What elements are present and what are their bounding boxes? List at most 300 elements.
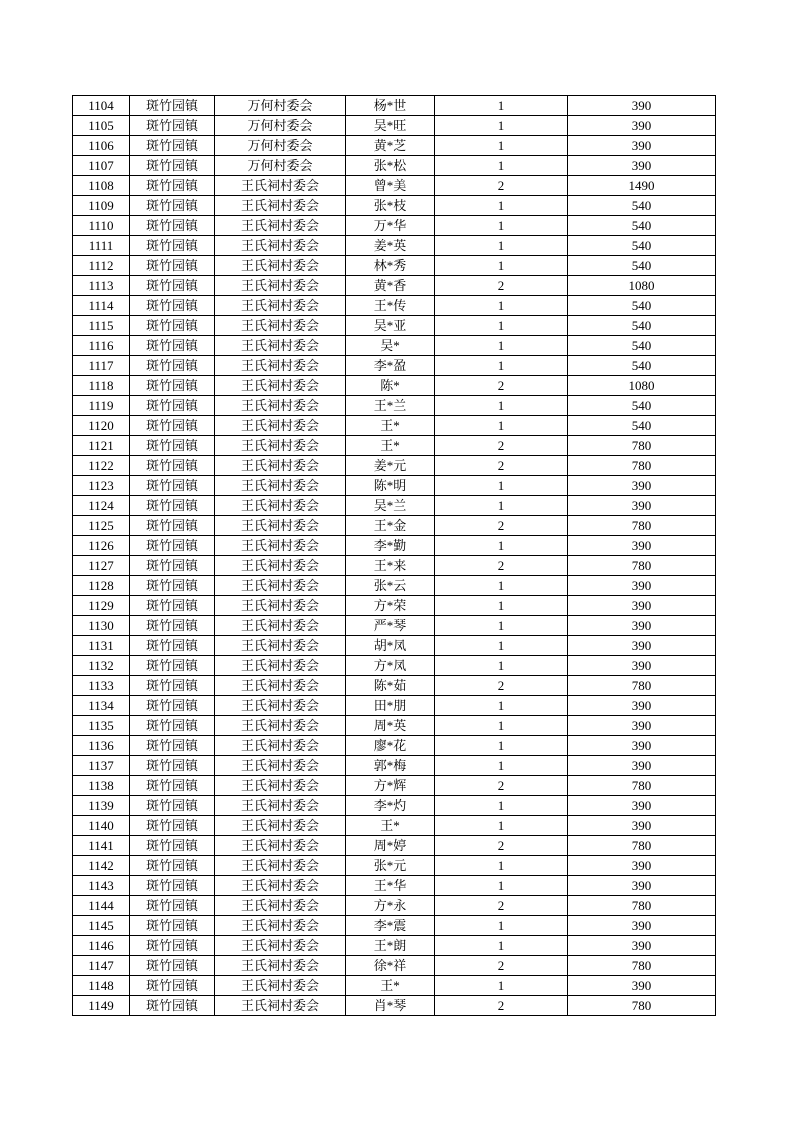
name-cell: 李*勤 <box>346 536 435 556</box>
count-cell: 1 <box>435 916 568 936</box>
name-cell: 张*松 <box>346 156 435 176</box>
table-row <box>73 316 716 336</box>
count-cell: 1 <box>435 636 568 656</box>
table-row <box>73 676 716 696</box>
count-cell: 2 <box>435 556 568 576</box>
amount-cell: 540 <box>568 316 716 336</box>
amount-cell: 1080 <box>568 276 716 296</box>
town-cell: 斑竹园镇 <box>130 356 215 376</box>
count-cell: 1 <box>435 116 568 136</box>
amount-cell: 780 <box>568 436 716 456</box>
row-number-cell: 1118 <box>73 376 130 396</box>
name-cell: 方*辉 <box>346 776 435 796</box>
table-row <box>73 916 716 936</box>
row-number-cell: 1129 <box>73 596 130 616</box>
row-number-cell: 1126 <box>73 536 130 556</box>
name-cell: 方*荣 <box>346 596 435 616</box>
name-cell: 吴*亚 <box>346 316 435 336</box>
row-number-cell: 1128 <box>73 576 130 596</box>
town-cell: 斑竹园镇 <box>130 116 215 136</box>
town-cell: 斑竹园镇 <box>130 716 215 736</box>
count-cell: 2 <box>435 456 568 476</box>
row-number-cell: 1141 <box>73 836 130 856</box>
count-cell: 1 <box>435 696 568 716</box>
town-cell: 斑竹园镇 <box>130 136 215 156</box>
row-number-cell: 1122 <box>73 456 130 476</box>
count-cell: 1 <box>435 716 568 736</box>
row-number-cell: 1130 <box>73 616 130 636</box>
village-committee-cell: 王氏祠村委会 <box>215 376 346 396</box>
town-cell: 斑竹园镇 <box>130 936 215 956</box>
table-row <box>73 656 716 676</box>
count-cell: 1 <box>435 96 568 116</box>
row-number-cell: 1110 <box>73 216 130 236</box>
town-cell: 斑竹园镇 <box>130 516 215 536</box>
amount-cell: 390 <box>568 976 716 996</box>
table-row <box>73 176 716 196</box>
amount-cell: 780 <box>568 836 716 856</box>
town-cell: 斑竹园镇 <box>130 376 215 396</box>
amount-cell: 780 <box>568 556 716 576</box>
name-cell: 陈*明 <box>346 476 435 496</box>
row-number-cell: 1140 <box>73 816 130 836</box>
village-committee-cell: 王氏祠村委会 <box>215 416 346 436</box>
town-cell: 斑竹园镇 <box>130 896 215 916</box>
village-committee-cell: 王氏祠村委会 <box>215 616 346 636</box>
town-cell: 斑竹园镇 <box>130 176 215 196</box>
amount-cell: 390 <box>568 736 716 756</box>
table-row <box>73 556 716 576</box>
table-row <box>73 716 716 736</box>
row-number-cell: 1116 <box>73 336 130 356</box>
name-cell: 王*传 <box>346 296 435 316</box>
name-cell: 王*朗 <box>346 936 435 956</box>
name-cell: 林*秀 <box>346 256 435 276</box>
amount-cell: 390 <box>568 116 716 136</box>
amount-cell: 390 <box>568 636 716 656</box>
amount-cell: 390 <box>568 856 716 876</box>
village-committee-cell: 王氏祠村委会 <box>215 696 346 716</box>
name-cell: 杨*世 <box>346 96 435 116</box>
village-committee-cell: 王氏祠村委会 <box>215 476 346 496</box>
table-body <box>73 96 716 1016</box>
name-cell: 王*来 <box>346 556 435 576</box>
town-cell: 斑竹园镇 <box>130 456 215 476</box>
town-cell: 斑竹园镇 <box>130 836 215 856</box>
town-cell: 斑竹园镇 <box>130 876 215 896</box>
town-cell: 斑竹园镇 <box>130 476 215 496</box>
row-number-cell: 1111 <box>73 236 130 256</box>
row-number-cell: 1143 <box>73 876 130 896</box>
amount-cell: 390 <box>568 936 716 956</box>
village-committee-cell: 王氏祠村委会 <box>215 196 346 216</box>
town-cell: 斑竹园镇 <box>130 436 215 456</box>
village-committee-cell: 王氏祠村委会 <box>215 556 346 576</box>
row-number-cell: 1132 <box>73 656 130 676</box>
town-cell: 斑竹园镇 <box>130 996 215 1016</box>
amount-cell: 390 <box>568 156 716 176</box>
village-committee-cell: 王氏祠村委会 <box>215 656 346 676</box>
village-committee-cell: 王氏祠村委会 <box>215 516 346 536</box>
count-cell: 1 <box>435 656 568 676</box>
row-number-cell: 1113 <box>73 276 130 296</box>
row-number-cell: 1120 <box>73 416 130 436</box>
village-committee-cell: 王氏祠村委会 <box>215 936 346 956</box>
count-cell: 1 <box>435 616 568 636</box>
town-cell: 斑竹园镇 <box>130 816 215 836</box>
row-number-cell: 1138 <box>73 776 130 796</box>
village-committee-cell: 王氏祠村委会 <box>215 356 346 376</box>
village-committee-cell: 王氏祠村委会 <box>215 336 346 356</box>
town-cell: 斑竹园镇 <box>130 556 215 576</box>
town-cell: 斑竹园镇 <box>130 396 215 416</box>
name-cell: 王* <box>346 436 435 456</box>
town-cell: 斑竹园镇 <box>130 316 215 336</box>
amount-cell: 540 <box>568 336 716 356</box>
village-committee-cell: 万何村委会 <box>215 136 346 156</box>
count-cell: 1 <box>435 756 568 776</box>
row-number-cell: 1125 <box>73 516 130 536</box>
table-row <box>73 476 716 496</box>
table-row <box>73 276 716 296</box>
table-row <box>73 796 716 816</box>
table-row <box>73 856 716 876</box>
amount-cell: 780 <box>568 996 716 1016</box>
count-cell: 2 <box>435 676 568 696</box>
table-row <box>73 776 716 796</box>
count-cell: 1 <box>435 736 568 756</box>
row-number-cell: 1133 <box>73 676 130 696</box>
row-number-cell: 1142 <box>73 856 130 876</box>
village-committee-cell: 王氏祠村委会 <box>215 436 346 456</box>
name-cell: 李*震 <box>346 916 435 936</box>
table-row <box>73 836 716 856</box>
count-cell: 1 <box>435 216 568 236</box>
count-cell: 2 <box>435 276 568 296</box>
amount-cell: 390 <box>568 916 716 936</box>
village-committee-cell: 王氏祠村委会 <box>215 736 346 756</box>
table-row <box>73 96 716 116</box>
table-row <box>73 976 716 996</box>
count-cell: 1 <box>435 336 568 356</box>
name-cell: 李*灼 <box>346 796 435 816</box>
name-cell: 王*兰 <box>346 396 435 416</box>
amount-cell: 540 <box>568 296 716 316</box>
row-number-cell: 1149 <box>73 996 130 1016</box>
village-committee-cell: 王氏祠村委会 <box>215 676 346 696</box>
name-cell: 张*元 <box>346 856 435 876</box>
table-row <box>73 256 716 276</box>
table-row <box>73 596 716 616</box>
village-committee-cell: 王氏祠村委会 <box>215 636 346 656</box>
amount-cell: 390 <box>568 536 716 556</box>
count-cell: 2 <box>435 176 568 196</box>
town-cell: 斑竹园镇 <box>130 416 215 436</box>
town-cell: 斑竹园镇 <box>130 676 215 696</box>
table-row <box>73 696 716 716</box>
row-number-cell: 1114 <box>73 296 130 316</box>
table-row <box>73 496 716 516</box>
table-row <box>73 996 716 1016</box>
table-row <box>73 196 716 216</box>
name-cell: 胡*凤 <box>346 636 435 656</box>
table-row <box>73 816 716 836</box>
row-number-cell: 1124 <box>73 496 130 516</box>
town-cell: 斑竹园镇 <box>130 956 215 976</box>
name-cell: 严*琴 <box>346 616 435 636</box>
name-cell: 周*英 <box>346 716 435 736</box>
name-cell: 吴* <box>346 336 435 356</box>
amount-cell: 540 <box>568 236 716 256</box>
amount-cell: 390 <box>568 596 716 616</box>
name-cell: 黄*香 <box>346 276 435 296</box>
name-cell: 张*云 <box>346 576 435 596</box>
table-row <box>73 396 716 416</box>
count-cell: 1 <box>435 196 568 216</box>
count-cell: 2 <box>435 896 568 916</box>
count-cell: 2 <box>435 776 568 796</box>
table-row <box>73 616 716 636</box>
row-number-cell: 1108 <box>73 176 130 196</box>
amount-cell: 1490 <box>568 176 716 196</box>
town-cell: 斑竹园镇 <box>130 776 215 796</box>
row-number-cell: 1119 <box>73 396 130 416</box>
table-row <box>73 516 716 536</box>
amount-cell: 780 <box>568 776 716 796</box>
village-committee-cell: 王氏祠村委会 <box>215 716 346 736</box>
amount-cell: 390 <box>568 576 716 596</box>
count-cell: 1 <box>435 536 568 556</box>
name-cell: 周*婷 <box>346 836 435 856</box>
town-cell: 斑竹园镇 <box>130 216 215 236</box>
amount-cell: 390 <box>568 756 716 776</box>
amount-cell: 390 <box>568 136 716 156</box>
count-cell: 2 <box>435 516 568 536</box>
town-cell: 斑竹园镇 <box>130 856 215 876</box>
village-committee-cell: 王氏祠村委会 <box>215 316 346 336</box>
amount-cell: 390 <box>568 796 716 816</box>
count-cell: 1 <box>435 296 568 316</box>
name-cell: 郭*梅 <box>346 756 435 776</box>
row-number-cell: 1147 <box>73 956 130 976</box>
name-cell: 廖*花 <box>346 736 435 756</box>
town-cell: 斑竹园镇 <box>130 756 215 776</box>
row-number-cell: 1115 <box>73 316 130 336</box>
town-cell: 斑竹园镇 <box>130 496 215 516</box>
amount-cell: 390 <box>568 876 716 896</box>
row-number-cell: 1137 <box>73 756 130 776</box>
village-committee-cell: 王氏祠村委会 <box>215 956 346 976</box>
row-number-cell: 1135 <box>73 716 130 736</box>
count-cell: 1 <box>435 816 568 836</box>
amount-cell: 390 <box>568 696 716 716</box>
table-row <box>73 156 716 176</box>
town-cell: 斑竹园镇 <box>130 656 215 676</box>
table-row <box>73 636 716 656</box>
village-committee-cell: 王氏祠村委会 <box>215 396 346 416</box>
row-number-cell: 1127 <box>73 556 130 576</box>
village-committee-cell: 王氏祠村委会 <box>215 776 346 796</box>
amount-cell: 540 <box>568 196 716 216</box>
village-committee-cell: 王氏祠村委会 <box>215 216 346 236</box>
town-cell: 斑竹园镇 <box>130 576 215 596</box>
name-cell: 王* <box>346 416 435 436</box>
name-cell: 田*朋 <box>346 696 435 716</box>
count-cell: 1 <box>435 876 568 896</box>
town-cell: 斑竹园镇 <box>130 596 215 616</box>
count-cell: 1 <box>435 856 568 876</box>
village-committee-cell: 王氏祠村委会 <box>215 536 346 556</box>
village-committee-cell: 王氏祠村委会 <box>215 976 346 996</box>
name-cell: 曾*美 <box>346 176 435 196</box>
town-cell: 斑竹园镇 <box>130 796 215 816</box>
count-cell: 1 <box>435 416 568 436</box>
table-row <box>73 116 716 136</box>
amount-cell: 540 <box>568 416 716 436</box>
table-row <box>73 956 716 976</box>
amount-cell: 390 <box>568 616 716 636</box>
town-cell: 斑竹园镇 <box>130 236 215 256</box>
amount-cell: 780 <box>568 896 716 916</box>
village-committee-cell: 万何村委会 <box>215 116 346 136</box>
amount-cell: 540 <box>568 356 716 376</box>
village-committee-cell: 王氏祠村委会 <box>215 276 346 296</box>
amount-cell: 780 <box>568 676 716 696</box>
table-row <box>73 136 716 156</box>
row-number-cell: 1106 <box>73 136 130 156</box>
row-number-cell: 1112 <box>73 256 130 276</box>
name-cell: 肖*琴 <box>346 996 435 1016</box>
table-row <box>73 736 716 756</box>
count-cell: 1 <box>435 976 568 996</box>
village-committee-cell: 王氏祠村委会 <box>215 816 346 836</box>
village-committee-cell: 王氏祠村委会 <box>215 796 346 816</box>
name-cell: 黄*芝 <box>346 136 435 156</box>
village-committee-cell: 王氏祠村委会 <box>215 596 346 616</box>
town-cell: 斑竹园镇 <box>130 736 215 756</box>
village-committee-cell: 王氏祠村委会 <box>215 496 346 516</box>
village-committee-cell: 王氏祠村委会 <box>215 256 346 276</box>
name-cell: 张*枝 <box>346 196 435 216</box>
village-committee-cell: 王氏祠村委会 <box>215 916 346 936</box>
row-number-cell: 1145 <box>73 916 130 936</box>
table-row <box>73 456 716 476</box>
count-cell: 2 <box>435 376 568 396</box>
row-number-cell: 1146 <box>73 936 130 956</box>
count-cell: 2 <box>435 836 568 856</box>
village-committee-cell: 王氏祠村委会 <box>215 896 346 916</box>
count-cell: 2 <box>435 996 568 1016</box>
town-cell: 斑竹园镇 <box>130 156 215 176</box>
town-cell: 斑竹园镇 <box>130 976 215 996</box>
count-cell: 1 <box>435 236 568 256</box>
table-row <box>73 876 716 896</box>
count-cell: 1 <box>435 476 568 496</box>
table-row <box>73 896 716 916</box>
name-cell: 王* <box>346 976 435 996</box>
table-row <box>73 376 716 396</box>
name-cell: 姜*元 <box>346 456 435 476</box>
table-row <box>73 576 716 596</box>
row-number-cell: 1131 <box>73 636 130 656</box>
village-committee-cell: 王氏祠村委会 <box>215 576 346 596</box>
row-number-cell: 1107 <box>73 156 130 176</box>
name-cell: 方*永 <box>346 896 435 916</box>
name-cell: 王*华 <box>346 876 435 896</box>
village-committee-cell: 王氏祠村委会 <box>215 236 346 256</box>
amount-cell: 780 <box>568 516 716 536</box>
amount-cell: 540 <box>568 396 716 416</box>
village-committee-cell: 王氏祠村委会 <box>215 296 346 316</box>
table-row <box>73 936 716 956</box>
count-cell: 1 <box>435 316 568 336</box>
town-cell: 斑竹园镇 <box>130 296 215 316</box>
row-number-cell: 1148 <box>73 976 130 996</box>
table-row <box>73 756 716 776</box>
row-number-cell: 1109 <box>73 196 130 216</box>
name-cell: 陈*茹 <box>346 676 435 696</box>
name-cell: 方*凤 <box>346 656 435 676</box>
amount-cell: 390 <box>568 476 716 496</box>
village-committee-cell: 王氏祠村委会 <box>215 176 346 196</box>
name-cell: 姜*英 <box>346 236 435 256</box>
town-cell: 斑竹园镇 <box>130 636 215 656</box>
village-committee-cell: 万何村委会 <box>215 96 346 116</box>
row-number-cell: 1134 <box>73 696 130 716</box>
row-number-cell: 1139 <box>73 796 130 816</box>
count-cell: 1 <box>435 156 568 176</box>
row-number-cell: 1136 <box>73 736 130 756</box>
town-cell: 斑竹园镇 <box>130 276 215 296</box>
table-row <box>73 536 716 556</box>
amount-cell: 780 <box>568 456 716 476</box>
name-cell: 万*华 <box>346 216 435 236</box>
amount-cell: 390 <box>568 816 716 836</box>
village-committee-cell: 王氏祠村委会 <box>215 996 346 1016</box>
town-cell: 斑竹园镇 <box>130 696 215 716</box>
table-row <box>73 436 716 456</box>
town-cell: 斑竹园镇 <box>130 196 215 216</box>
name-cell: 陈* <box>346 376 435 396</box>
town-cell: 斑竹园镇 <box>130 916 215 936</box>
count-cell: 2 <box>435 956 568 976</box>
count-cell: 2 <box>435 436 568 456</box>
row-number-cell: 1104 <box>73 96 130 116</box>
amount-cell: 390 <box>568 96 716 116</box>
row-number-cell: 1144 <box>73 896 130 916</box>
town-cell: 斑竹园镇 <box>130 616 215 636</box>
table-row <box>73 236 716 256</box>
row-number-cell: 1105 <box>73 116 130 136</box>
data-table <box>72 95 716 1016</box>
count-cell: 1 <box>435 256 568 276</box>
village-committee-cell: 王氏祠村委会 <box>215 876 346 896</box>
table-row <box>73 296 716 316</box>
table-row <box>73 336 716 356</box>
count-cell: 1 <box>435 596 568 616</box>
town-cell: 斑竹园镇 <box>130 96 215 116</box>
count-cell: 1 <box>435 356 568 376</box>
amount-cell: 390 <box>568 496 716 516</box>
amount-cell: 780 <box>568 956 716 976</box>
amount-cell: 540 <box>568 216 716 236</box>
village-committee-cell: 王氏祠村委会 <box>215 456 346 476</box>
table-row <box>73 216 716 236</box>
village-committee-cell: 王氏祠村委会 <box>215 836 346 856</box>
amount-cell: 1080 <box>568 376 716 396</box>
row-number-cell: 1123 <box>73 476 130 496</box>
name-cell: 徐*祥 <box>346 956 435 976</box>
